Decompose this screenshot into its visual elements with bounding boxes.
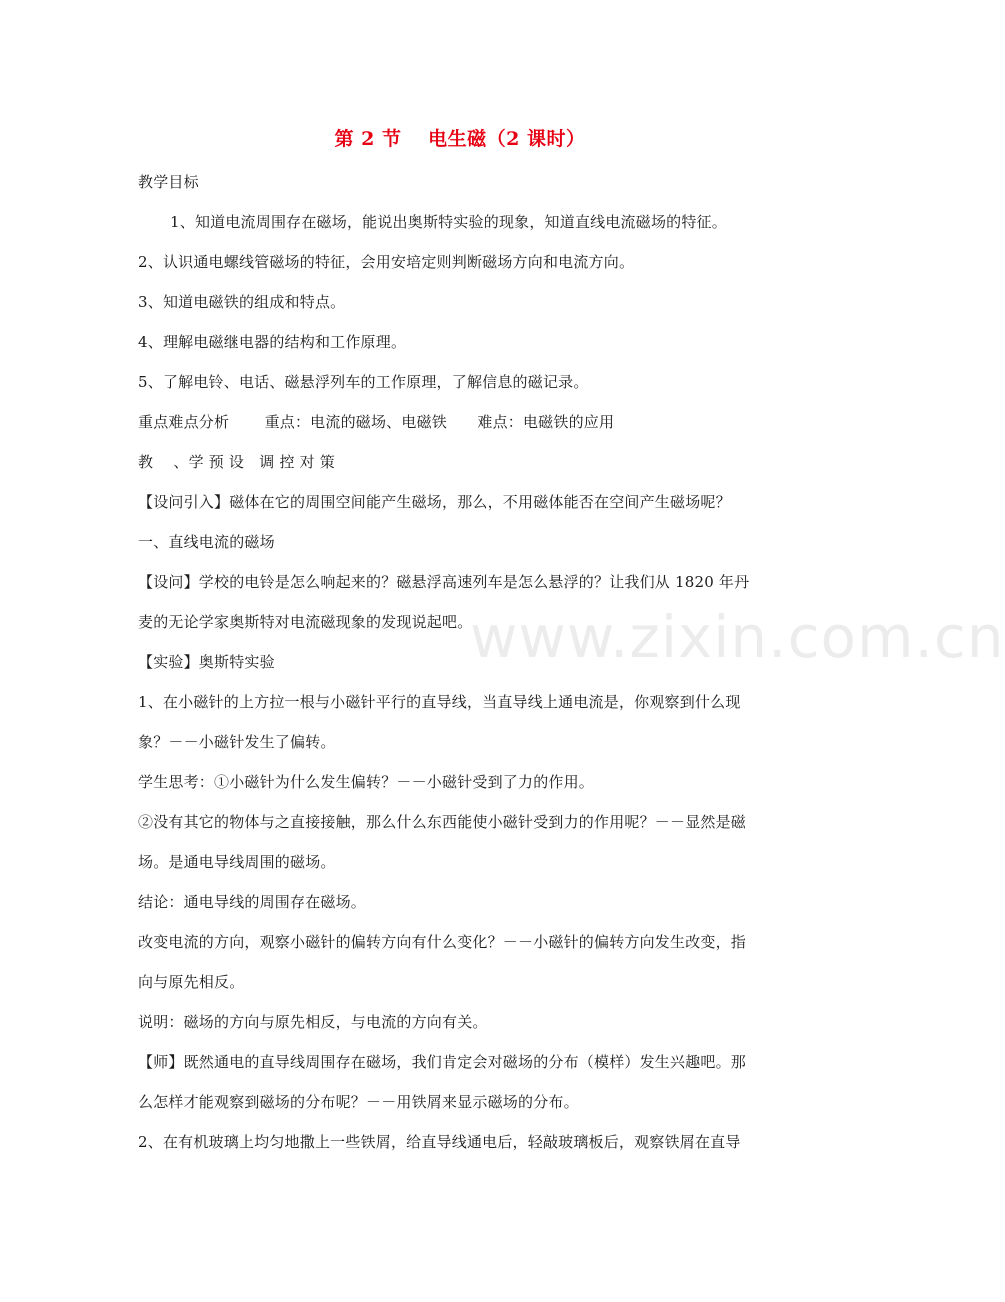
objective-5: 5、了解电铃、电话、磁悬浮列车的工作原理，了解信息的磁记录。: [138, 373, 589, 391]
watermark: www.zixin.com.cn: [470, 603, 1005, 671]
experiment-heading: 【实验】奥斯特实验: [138, 653, 275, 671]
objective-1: 1、知道电流周围存在磁场，能说出奥斯特实验的现象，知道直线电流磁场的特征。: [170, 213, 727, 231]
intro-question: 【设问引入】磁体在它的周围空间能产生磁场，那么，不用磁体能否在空间产生磁场呢？: [138, 493, 731, 511]
paragraph-line: 象？－－小磁针发生了偏转。: [138, 733, 336, 751]
paragraph-line: 改变电流的方向，观察小磁针的偏转方向有什么变化？－－小磁针的偏转方向发生改变，指: [138, 933, 747, 951]
section-heading-objectives: 教学目标: [138, 173, 199, 191]
objective-4: 4、理解电磁继电器的结构和工作原理。: [138, 333, 407, 351]
paragraph-line: 学生思考：①小磁针为什么发生偏转？－－小磁针受到了力的作用。: [138, 773, 595, 791]
paragraph-line: 麦的无论学家奥斯特对电流磁现象的发现说起吧。: [138, 613, 473, 631]
paragraph-line: 2、在有机玻璃上均匀地撒上一些铁屑，给直导线通电后，轻敲玻璃板后，观察铁屑在直导: [138, 1133, 741, 1151]
paragraph-line: 么怎样才能观察到磁场的分布呢？－－用铁屑来显示磁场的分布。: [138, 1093, 579, 1111]
conclusion-line: 结论：通电导线的周围存在磁场。: [138, 893, 367, 911]
explanation-line: 说明：磁场的方向与原先相反，与电流的方向有关。: [138, 1013, 488, 1031]
paragraph-line: 【设问】学校的电铃是怎么响起来的？磁悬浮高速列车是怎么悬浮的？让我们从 1820 年丹: [138, 573, 750, 591]
key-points: 重点难点分析 重点：电流的磁场、电磁铁 难点：电磁铁的应用: [138, 413, 615, 431]
paragraph-line: 1、在小磁针的上方拉一根与小磁针平行的直导线，当直导线上通电流是，你观察到什么现: [138, 693, 741, 711]
section-heading-straight-current: 一、直线电流的磁场: [138, 533, 275, 551]
teaching-plan-heading: 教 、学 预 设 调 控 对 策: [138, 453, 336, 471]
paragraph-line: 场。是通电导线周围的磁场。: [138, 853, 336, 871]
objective-2: 2、认识通电螺线管磁场的特征，会用安培定则判断磁场方向和电流方向。: [138, 253, 635, 271]
document-title: 第 2 节 电生磁（2 课时）: [334, 128, 586, 150]
objective-3: 3、知道电磁铁的组成和特点。: [138, 293, 346, 311]
paragraph-line: 【师】既然通电的直导线周围存在磁场，我们肯定会对磁场的分布（模样）发生兴趣吧。那: [138, 1053, 747, 1071]
paragraph-line: 向与原先相反。: [138, 973, 245, 991]
paragraph-line: ②没有其它的物体与之直接接触，那么什么东西能使小磁针受到力的作用呢？－－显然是磁: [138, 813, 747, 831]
